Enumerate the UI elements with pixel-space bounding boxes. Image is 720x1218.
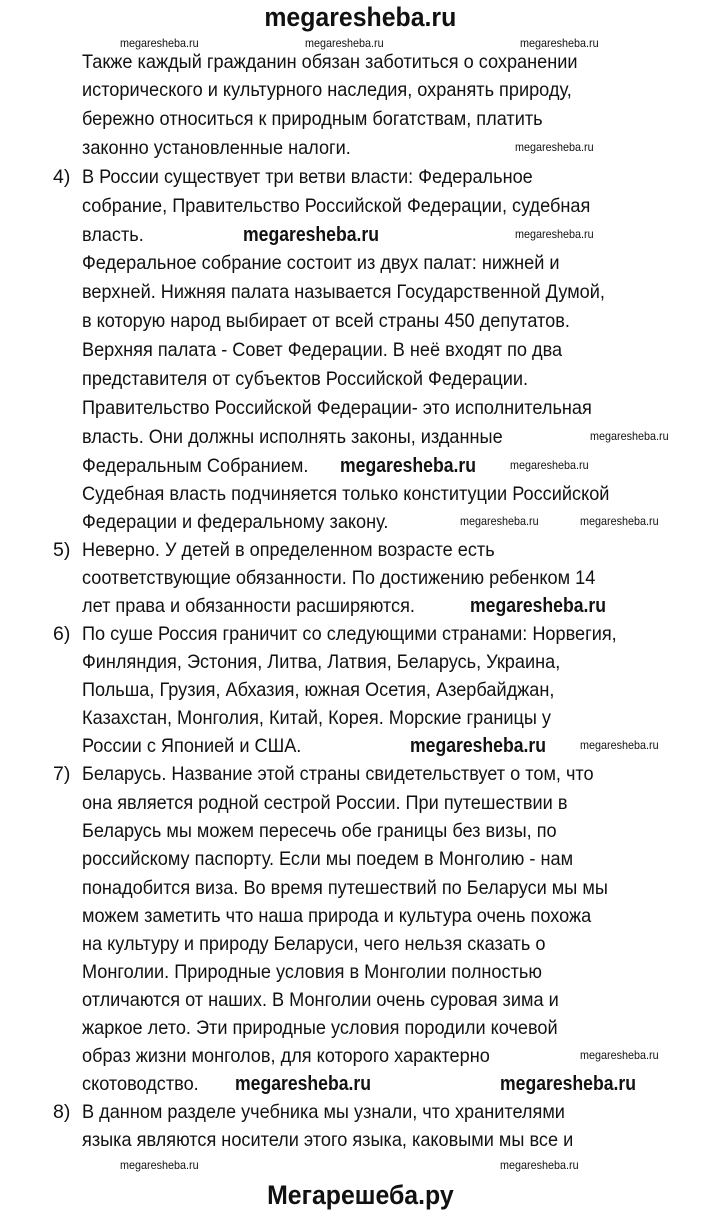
text-line: Неверно. У детей в определенном возрасте есть	[82, 539, 495, 561]
watermark-small: megaresheba.ru	[515, 140, 594, 154]
text-line: российскому паспорту. Если мы поедем в Монголию - нам	[82, 848, 574, 870]
text-line: Польша, Грузия, Абхазия, южная Осетия, Азербайджан,	[82, 679, 555, 701]
text-line: собрание, Правительство Российской Федерации, судебная	[82, 195, 591, 217]
text-line: понадобится виза. Во время путешествий по Беларуси мы мы	[82, 877, 608, 899]
text-line: власть. Они должны исполнять законы, изданные	[82, 426, 503, 448]
watermark-bold: megaresheba.ru	[235, 1073, 371, 1095]
watermark-small: megaresheba.ru	[580, 514, 659, 528]
text-line: Также каждый гражданин обязан заботиться о сохранении	[82, 51, 578, 73]
text-line: России с Японией и США.	[82, 735, 302, 757]
text-line: Федеральное собрание состоит из двух палат: нижней и	[82, 252, 560, 274]
text-line: представителя от субъектов Российской Федерации.	[82, 368, 529, 390]
watermark-small: megaresheba.ru	[590, 429, 669, 443]
text-line: Федеральным Собранием.	[82, 455, 309, 477]
text-line: образ жизни монголов, для которого характерно	[82, 1045, 490, 1067]
text-line: можем заметить что наша природа и культура очень похожа	[82, 905, 592, 927]
watermark-small: megaresheba.ru	[515, 227, 594, 241]
text-line: Беларусь мы можем пересечь обе границы без визы, по	[82, 820, 557, 842]
text-line: соответствующие обязанности. По достижению ребенком 14	[82, 567, 596, 589]
text-line: По суше Россия граничит со следующими странами: Норвегия,	[82, 623, 617, 645]
text-line: Федерации и федеральному закону.	[82, 511, 389, 533]
text-line: лет права и обязанности расширяются.	[82, 595, 415, 617]
text-line: она является родной сестрой России. При путешествии в	[82, 792, 568, 814]
site-footer-text: Мегарешеба.ру	[266, 1180, 454, 1210]
watermark-small: megaresheba.ru	[580, 1048, 659, 1062]
watermark-bold: megaresheba.ru	[500, 1073, 636, 1095]
watermark-small: megaresheba.ru	[580, 738, 659, 752]
text-line: Финляндия, Эстония, Литва, Латвия, Беларусь, Украина,	[82, 651, 561, 673]
site-header-text: megaresheba.ru	[264, 2, 456, 32]
text-line: власть.	[82, 224, 144, 246]
text-line: Монголии. Природные условия в Монголии полностью	[82, 961, 542, 983]
watermark-bold: megaresheba.ru	[410, 735, 546, 757]
text-line: законно установленные налоги.	[82, 137, 351, 159]
text-line: Правительство Российской Федерации- это исполнительная	[82, 397, 592, 419]
text-line: В данном разделе учебника мы узнали, что хранителями	[82, 1101, 565, 1123]
list-number: 4)	[53, 166, 71, 188]
text-line: скотоводство.	[82, 1073, 199, 1095]
text-line: Казахстан, Монголия, Китай, Корея. Морские границы у	[82, 707, 551, 729]
watermark-small: megaresheba.ru	[460, 514, 539, 528]
watermark-small: megaresheba.ru	[500, 1158, 579, 1172]
site-footer	[0, 1180, 720, 1210]
text-line: В России существует три ветви власти: Федеральное	[82, 166, 533, 188]
watermark-bold: megaresheba.ru	[470, 595, 606, 617]
list-number: 7)	[53, 763, 71, 785]
text-line: верхней. Нижняя палата называется Государственной Думой,	[82, 281, 605, 303]
text-line: Верхняя палата - Совет Федерации. В неё входят по два	[82, 339, 563, 361]
text-line: языка являются носители этого языка, каковыми мы все и	[82, 1129, 574, 1151]
text-line: исторического и культурного наследия, охранять природу,	[82, 79, 572, 101]
text-line: Беларусь. Название этой страны свидетельствует о том, что	[82, 763, 594, 785]
text-line: отличаются от наших. В Монголии очень суровая зима и	[82, 989, 559, 1011]
text-line: жаркое лето. Эти природные условия породили кочевой	[82, 1017, 558, 1039]
text-line: Судебная власть подчиняется только конституции Российской	[82, 483, 610, 505]
watermark-small: megaresheba.ru	[520, 36, 599, 50]
watermark-bold: megaresheba.ru	[340, 455, 476, 477]
watermark-small: megaresheba.ru	[120, 36, 199, 50]
text-line: бережно относиться к природным богатствам, платить	[82, 108, 543, 130]
watermark-small: megaresheba.ru	[305, 36, 384, 50]
list-number: 5)	[53, 539, 71, 561]
watermark-bold: megaresheba.ru	[243, 224, 379, 246]
list-number: 8)	[53, 1101, 71, 1123]
site-header	[0, 2, 720, 32]
text-line: в которую народ выбирает от всей страны 450 депутатов.	[82, 310, 570, 332]
list-number: 6)	[53, 623, 71, 645]
watermark-small: megaresheba.ru	[120, 1158, 199, 1172]
watermark-small: megaresheba.ru	[510, 458, 589, 472]
text-line: на культуру и природу Беларуси, чего нельзя сказать о	[82, 933, 546, 955]
